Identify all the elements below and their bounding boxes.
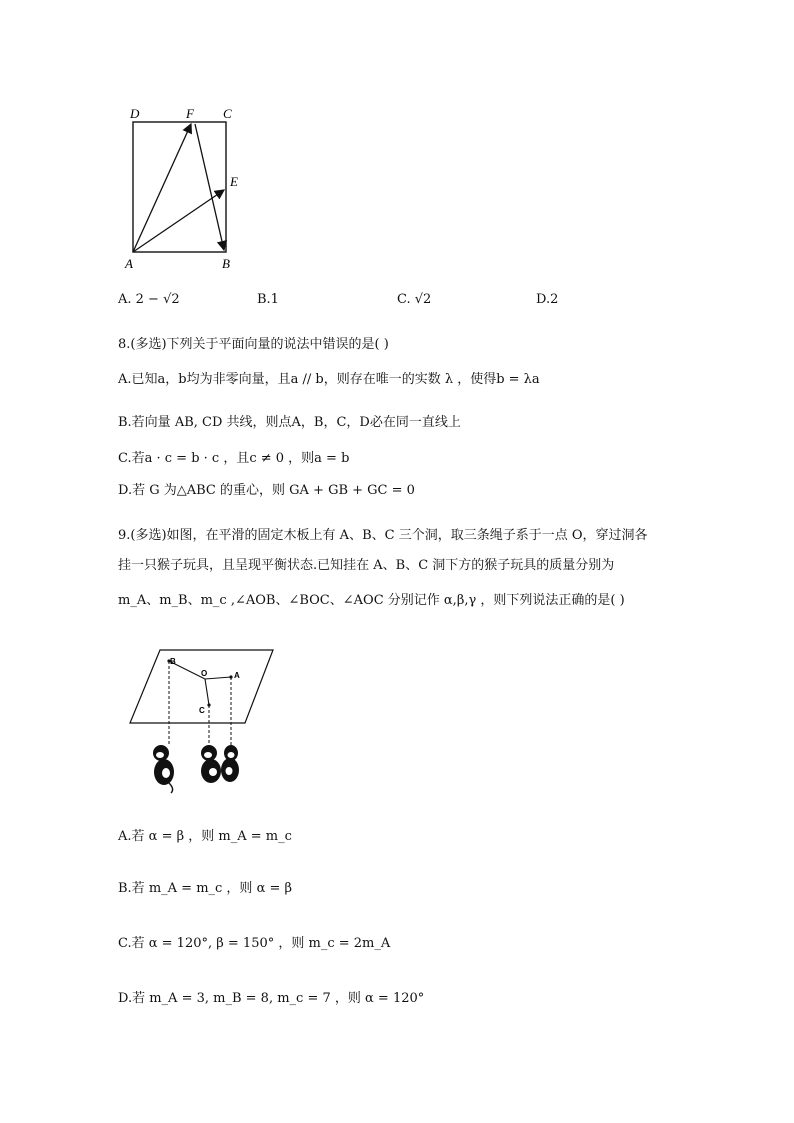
q7-option-a: A. 2 − √2 xyxy=(118,292,180,307)
q8-option-c: C.若a · c = b · c ，且c ≠ 0 ，则a = b xyxy=(118,451,350,466)
monkey-toy-a xyxy=(221,745,239,782)
q9-stem-line2: 挂一只猴子玩具，且呈现平衡状态.已知挂在 A、B、C 洞下方的猴子玩具的质量分别为 xyxy=(118,558,615,573)
monkey-toy-c xyxy=(201,745,221,783)
label-c: C xyxy=(223,106,232,121)
label-a: A xyxy=(125,256,133,271)
q8-stem: 8.(多选)下列关于平面向量的说法中错误的是( ) xyxy=(118,337,389,352)
monkey-toy-b xyxy=(153,745,174,793)
q7-option-b: B.1 xyxy=(257,292,279,307)
label-a: A xyxy=(234,671,240,680)
label-b: B xyxy=(222,256,230,271)
q8-option-a: A.已知a，b均为非零向量，且a // b，则存在唯一的实数 λ ，使得b = λa xyxy=(118,372,540,387)
q9-option-b: B.若 m_A = m_c ，则 α = β xyxy=(118,881,293,896)
q9-option-c: C.若 α = 120°, β = 150° ，则 m_c = 2m_A xyxy=(118,936,391,951)
rectangle-vector-figure xyxy=(118,100,268,275)
q8-option-d: D.若 G 为△ABC 的重心，则 GA + GB + GC = 0 xyxy=(118,483,415,498)
vector-fb xyxy=(195,124,224,250)
q7-option-d: D.2 xyxy=(536,292,559,307)
q9-option-a: A.若 α = β ，则 m_A = m_c xyxy=(118,829,292,844)
rectangle-abcd xyxy=(133,122,226,252)
q9-option-d: D.若 m_A = 3, m_B = 8, m_c = 7 ，则 α = 120° xyxy=(118,991,425,1006)
label-b: B xyxy=(170,657,176,666)
label-e: E xyxy=(230,174,238,189)
label-d: D xyxy=(130,106,140,121)
q7-option-c: C. √2 xyxy=(397,292,432,307)
q9-stem-line1: 9.(多选)如图，在平滑的固定木板上有 A、B、C 三个洞，取三条绳子系于一点 O，穿过洞各 xyxy=(118,528,648,543)
label-c: C xyxy=(199,706,205,715)
label-o: O xyxy=(201,669,208,678)
q8-option-b: B.若向量 AB, CD 共线，则点A，B，C，D必在同一直线上 xyxy=(118,415,461,430)
q9-stem-line3: m_A、m_B、m_c ,∠AOB、∠BOC、∠AOC 分别记作 α,β,γ ，则下列说法正确的是( ) xyxy=(118,593,625,608)
label-f: F xyxy=(186,106,194,121)
board-monkey-figure xyxy=(125,645,280,795)
